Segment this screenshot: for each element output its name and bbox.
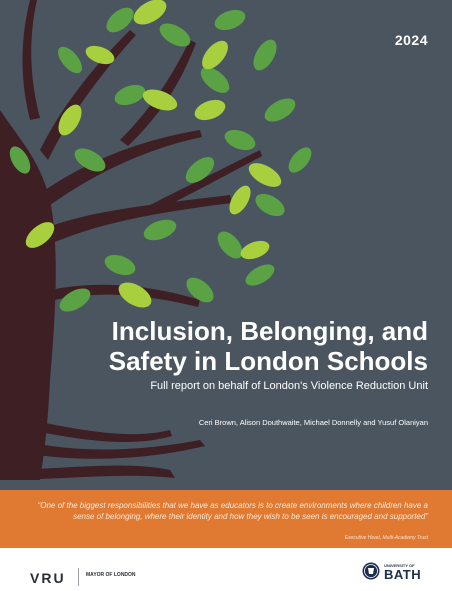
bath-university-of: UNIVERSITY OF [384, 563, 415, 568]
logo-divider [78, 568, 79, 586]
quote-text: “One of the biggest responsibilities that we have as educators is to create environments where children have a sense of belonging, where their identity and how they wish to be seen is encouraged and supported” [37, 501, 428, 521]
vru-logo: VRU [30, 570, 66, 586]
report-authors: Ceri Brown, Alison Douthwaite, Michael Donnelly and Yusuf Olaniyan [198, 418, 428, 427]
mayor-of-london-logo: MAYOR OF LONDON [86, 572, 136, 578]
university-seal-icon [362, 562, 380, 580]
footer-logos [0, 548, 452, 591]
bath-logo-text: BATH [384, 567, 422, 582]
quote-attribution: Executive Head, Multi-Academy Trust [344, 535, 428, 541]
report-subtitle: Full report on behalf of London's Violence Reduction Unit [150, 380, 428, 392]
quote-band [0, 490, 452, 548]
report-year: 2024 [394, 32, 428, 48]
report-title: Inclusion, Belonging, and Safety in London Schools [108, 316, 428, 376]
